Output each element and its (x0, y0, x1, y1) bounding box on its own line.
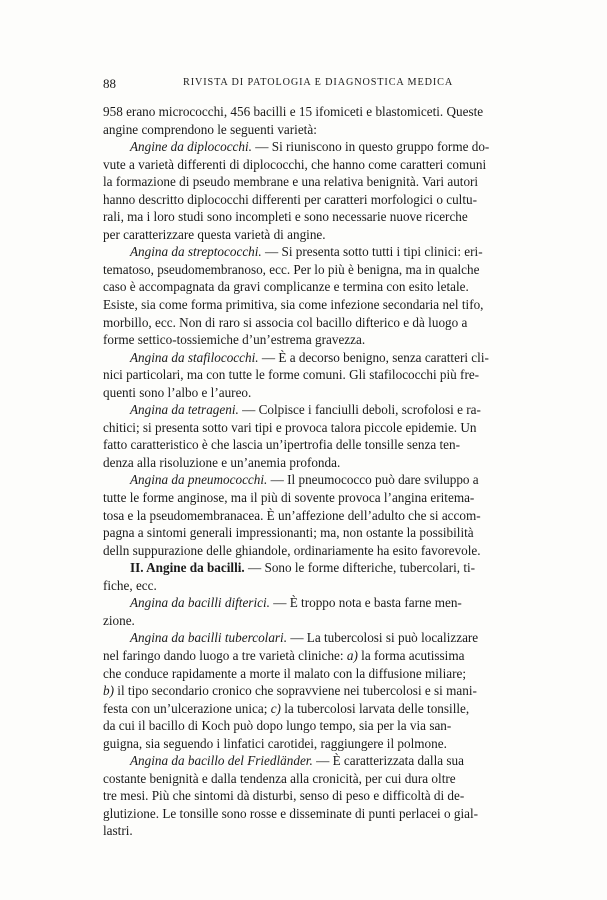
text-line: costante benignità e dalla tendenza alla cronicità, per cui dura oltre (103, 770, 456, 786)
line-text: — È caratterizzata dalla sua (312, 753, 464, 769)
text-line: 958 erano micrococchi, 456 bacilli e 15 ifomiceti e blastomiceti. Queste (103, 104, 484, 119)
text-line (103, 471, 527, 489)
text-line: tematoso, pseudomembranoso, ecc. Per lo più è benigna, ma in qualche (103, 261, 480, 277)
section-heading: Angine da diplococchi. (130, 139, 252, 155)
paragraph-stafilococchi (103, 349, 527, 402)
section-heading: Angina da bacillo del Friedländer. (130, 753, 313, 769)
text-line: caso è accompagnata da gravi complicanze e termina con esito letale. (103, 279, 469, 295)
line-text: il tipo secondario cronico che sopravviene nei tubercolosi e si mani- (114, 683, 477, 699)
text-line (103, 647, 527, 665)
line-text: la forma acutissima (357, 647, 465, 663)
text-line: tosa e la pseudomembranacea. È un’affezione dell’adulto che si accom- (103, 507, 481, 523)
line-text: — Si riuniscono in questo gruppo forme do- (251, 139, 490, 155)
text-line (103, 594, 527, 612)
paragraph-intro (103, 103, 527, 138)
section-heading: Angina da pneumococchi. (130, 472, 268, 488)
text-line (103, 752, 527, 770)
paragraph-bacilli-tubercolari (103, 629, 527, 752)
text-line: zione. (103, 612, 135, 628)
section-heading: Angina da bacilli tubercolari. (130, 630, 288, 646)
text-line: rali, ma i loro studi sono incompleti e sono necessarie nuove ricerche (103, 209, 468, 225)
line-text: — Il pneumococco può dare sviluppo a (267, 472, 479, 488)
section-heading: Angina da stafilococchi. (130, 349, 259, 365)
text-line: per caratterizzare questa varietà di angine. (103, 226, 326, 242)
running-title: RIVISTA DI PATOLOGIA E DIAGNOSTICA MEDICA (183, 77, 454, 88)
text-line: forme settico-tossiemiche d’un’estrema gravezza. (103, 332, 366, 348)
text-line: fatto caratteristico è che lascia un’ipertrofia delle tonsille senza ten- (103, 437, 460, 453)
text-line (103, 138, 527, 156)
text-line: hanno descritto diplococchi differenti per caratteri morfologici o cultu- (103, 191, 477, 207)
text-line (103, 682, 527, 700)
paragraph-pneumococchi (103, 471, 527, 559)
text-line: angine comprendono le seguenti varietà: (103, 121, 317, 137)
line-text: — Colpisce i fanciulli deboli, scrofolosi e ra- (238, 402, 481, 418)
text-line: nici particolari, ma con tutte le forme comuni. Gli stafilococchi più fre- (103, 367, 480, 383)
text-line: da cui il bacillo di Koch può dopo lungo tempo, sia per la via san- (103, 718, 452, 734)
text-line: glutizione. Le tonsille sono rosse e disseminate di punti perlacei o gial- (103, 805, 479, 821)
section-heading: Angina da tetrageni. (130, 402, 239, 418)
paragraph-diplococchi (103, 138, 527, 243)
text-line (103, 243, 527, 261)
page-header (103, 76, 523, 92)
text-line (103, 559, 527, 577)
paragraph-bacilli (103, 559, 527, 594)
text-line (103, 401, 527, 419)
paragraph-tetrageni (103, 401, 527, 471)
text-line (103, 700, 527, 718)
text-line: quenti sono l’albo e l’aureo. (103, 384, 252, 400)
line-text: — È a decorso benigno, senza caratteri cli- (258, 349, 489, 365)
section-heading: Angina da bacilli difterici. (130, 595, 270, 611)
line-text: la tubercolosi larvata delle tonsille, (280, 700, 470, 716)
paragraph-streptococchi (103, 243, 527, 348)
line-text: — Sono le forme difteriche, tubercolari, ti- (244, 560, 476, 576)
line-text: — La tubercolosi si può localizzare (287, 630, 479, 646)
text-line: tutte le forme anginose, ma il più di sovente provoca l’angina eritema- (103, 490, 475, 506)
text-line: pagna a sintomi generali impressionanti; ma, non ostante la possibilità (103, 525, 474, 541)
line-text: festa con un’ulcerazione unica; (103, 700, 271, 716)
text-line: morbillo, ecc. Non di raro si associa col bacillo difterico e dà luogo a (103, 314, 468, 330)
text-line: che conduce rapidamente a morte il malato con la diffusione miliare; (103, 665, 467, 681)
text-line: guigna, sia seguendo i linfatici carotidei, raggiungere il polmone. (103, 735, 447, 751)
text-line: tre mesi. Più che sintomi dà disturbi, senso di peso e difficoltà di de- (103, 788, 465, 804)
paragraph-bacilli-difterici (103, 594, 527, 629)
section-heading: II. Angine da bacilli. (130, 560, 245, 576)
text-line (103, 629, 527, 647)
text-line: la formazione di pseudo membrane e una relativa benignità. Vari autori (103, 174, 479, 190)
list-marker: a) (346, 647, 358, 663)
list-marker: b) (103, 683, 114, 699)
section-heading: Angina da streptococchi. (130, 244, 262, 260)
list-marker: c) (270, 700, 281, 716)
line-text: nel faringo dando luogo a tre varietà cliniche: (103, 647, 347, 663)
text-line: fiche, ecc. (103, 577, 157, 593)
paragraph-friedlander (103, 752, 527, 840)
text-line: chitici; si presenta sotto vari tipi e provoca talora piccole epidemie. Un (103, 419, 477, 435)
line-text: — È troppo nota e basta farne men- (269, 595, 462, 611)
page-number: 88 (103, 76, 116, 91)
text-line: delln suppurazione delle ghiandole, ordinariamente ha esito favorevole. (103, 542, 481, 558)
text-line (103, 349, 527, 367)
text-line: lastri. (103, 823, 133, 839)
text-line: vute a varietà differenti di diplococchi, che hanno come caratteri comuni (103, 156, 487, 172)
body-text (103, 103, 527, 840)
text-line: Esiste, sia come forma primitiva, sia come infezione secondaria nel tifo, (103, 297, 484, 313)
text-line: denza alla risoluzione e un’anemia profonda. (103, 454, 341, 470)
line-text: — Si presenta sotto tutti i tipi clinici: eri- (261, 244, 483, 260)
